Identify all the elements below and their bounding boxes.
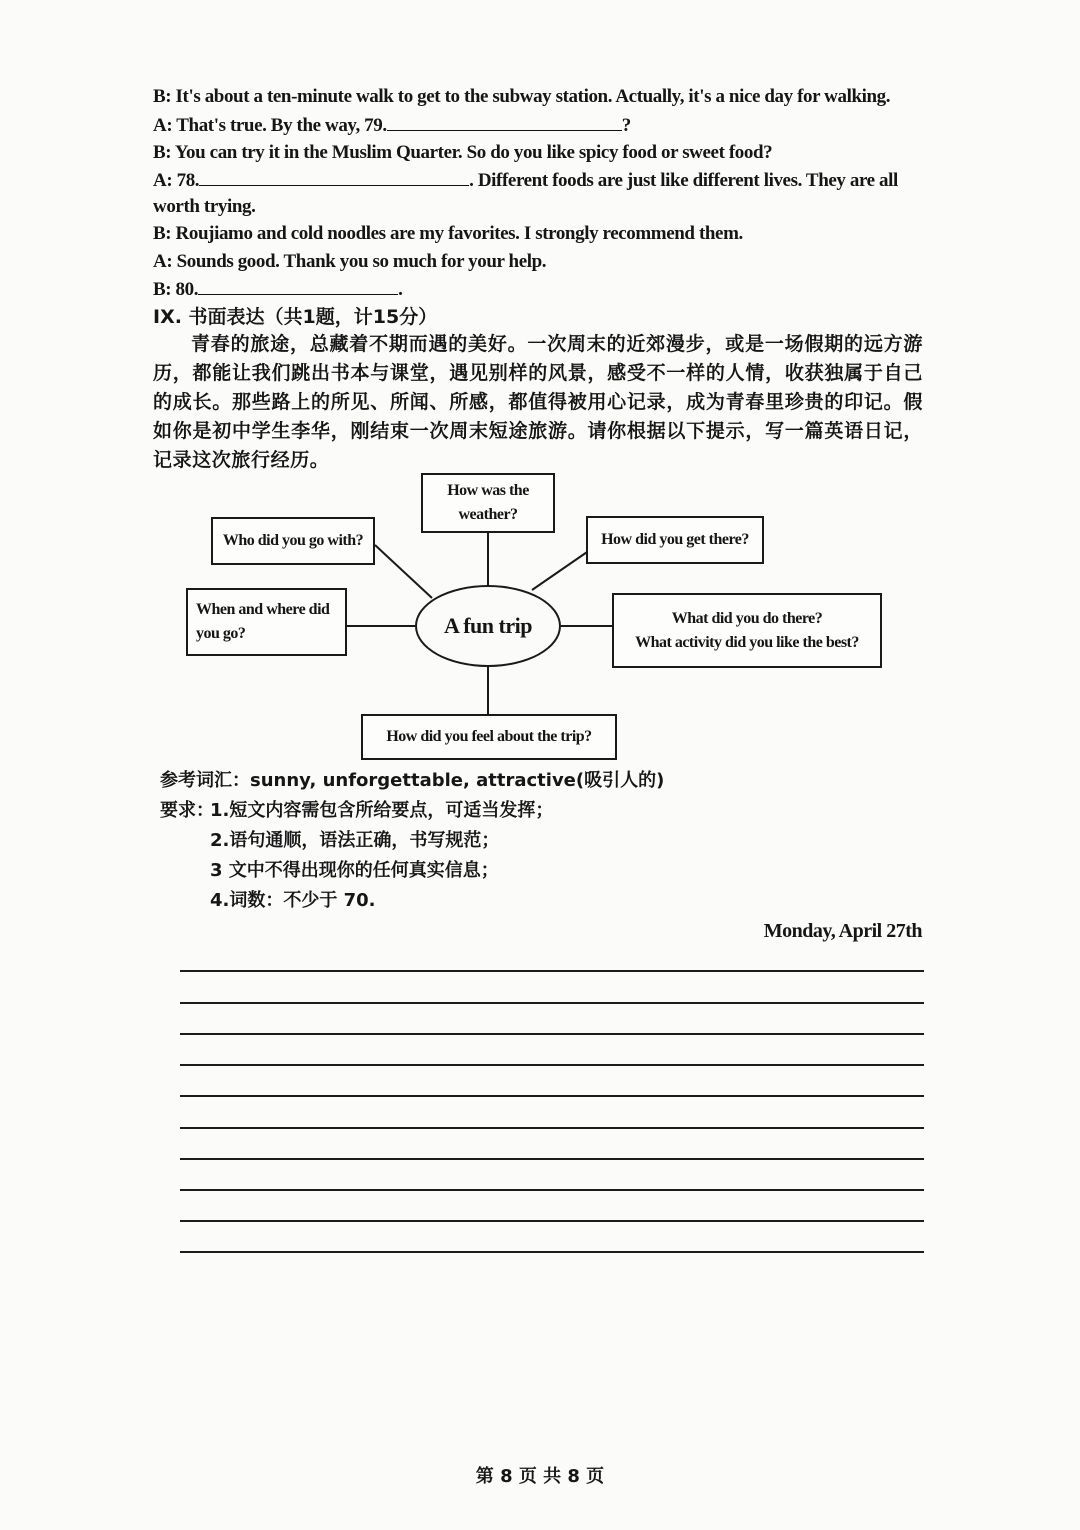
dialogue-line-3: B: You can try it in the Muslim Quarter. So do you like spicy food or sweet food? [153,142,773,163]
requirement-item-1: 1.短文内容需包含所给要点，可适当发挥； [210,800,554,821]
dialogue-line-5: B: Roujiamo and cold noodles are my favorites. I strongly recommend them. [153,223,743,244]
mindmap-weather-box: How was the weather? [421,473,555,533]
page-footer: 第 8 页 共 8 页 [475,1466,605,1487]
writing-line[interactable] [180,1127,924,1129]
mindmap-how-box: How did you get there? [586,516,764,564]
writing-line[interactable] [180,1251,924,1253]
writing-line[interactable] [180,1189,924,1191]
writing-line[interactable] [180,1064,924,1066]
writing-prompt: 青春的旅途，总藏着不期而遇的美好。一次周末的近郊漫步，或是一场假期的远方游历，都能让我们跳出书本与课堂，遇见别样的风景，感受不一样的人情，收获独属于自己的成长。那些路上的所见、所闻、所感，都值得被用心记录，成为青春里珍贵的印记。假如你是初中学生李华，刚结束一次周末短途旅游。请你根据以下提示，写一篇英语日记，记录这次旅行经历。 [153,333,923,471]
reference-vocabulary: 参考词汇：sunny, unforgettable, attractive(吸引人的) [160,770,665,791]
requirement-item-2: 2.语句通顺，语法正确，书写规范； [210,830,500,851]
writing-line[interactable] [180,1158,924,1160]
diary-date: Monday, April 27th [763,920,922,942]
dialogue-line-1: B: It's about a ten-minute walk to get to the subway station. Actually, it's a nice day for walking. [153,86,891,107]
mindmap-center: A fun trip [415,585,561,667]
dialogue-line-4: A: 78. . Different foods are just like different lives. They are all worth trying. [153,167,923,220]
connector-how [532,550,590,590]
writing-line[interactable] [180,970,924,972]
dialogue-line-7: B: 80. . [153,276,923,303]
dialogue-line-2: A: That's true. By the way, 79. ? [153,112,923,139]
section-title: IX. 书面表达（共1题，计15分） [153,306,438,328]
writing-line[interactable] [180,1002,924,1004]
mindmap-feel-box: How did you feel about the trip? [361,714,617,760]
mindmap-what-box [612,593,882,668]
writing-line[interactable] [180,1033,924,1035]
dialogue-line-6: A: Sounds good. Thank you so much for your help. [153,251,547,272]
mindmap-who-box: Who did you go with? [211,517,375,565]
mindmap-when-where-box: When and where did you go? [186,588,347,656]
requirement-item-4: 4.词数：不少于 70. [210,890,376,911]
mindmap-what-line-1: What did you do there? [671,609,823,627]
requirements-label: 要求： [160,800,214,821]
writing-line[interactable] [180,1220,924,1222]
writing-line[interactable] [180,1095,924,1097]
connector-who [375,545,432,598]
mindmap-what-line-2: What activity did you like the best? [635,633,859,651]
requirement-item-3: 3 文中不得出现你的任何真实信息； [210,860,499,881]
